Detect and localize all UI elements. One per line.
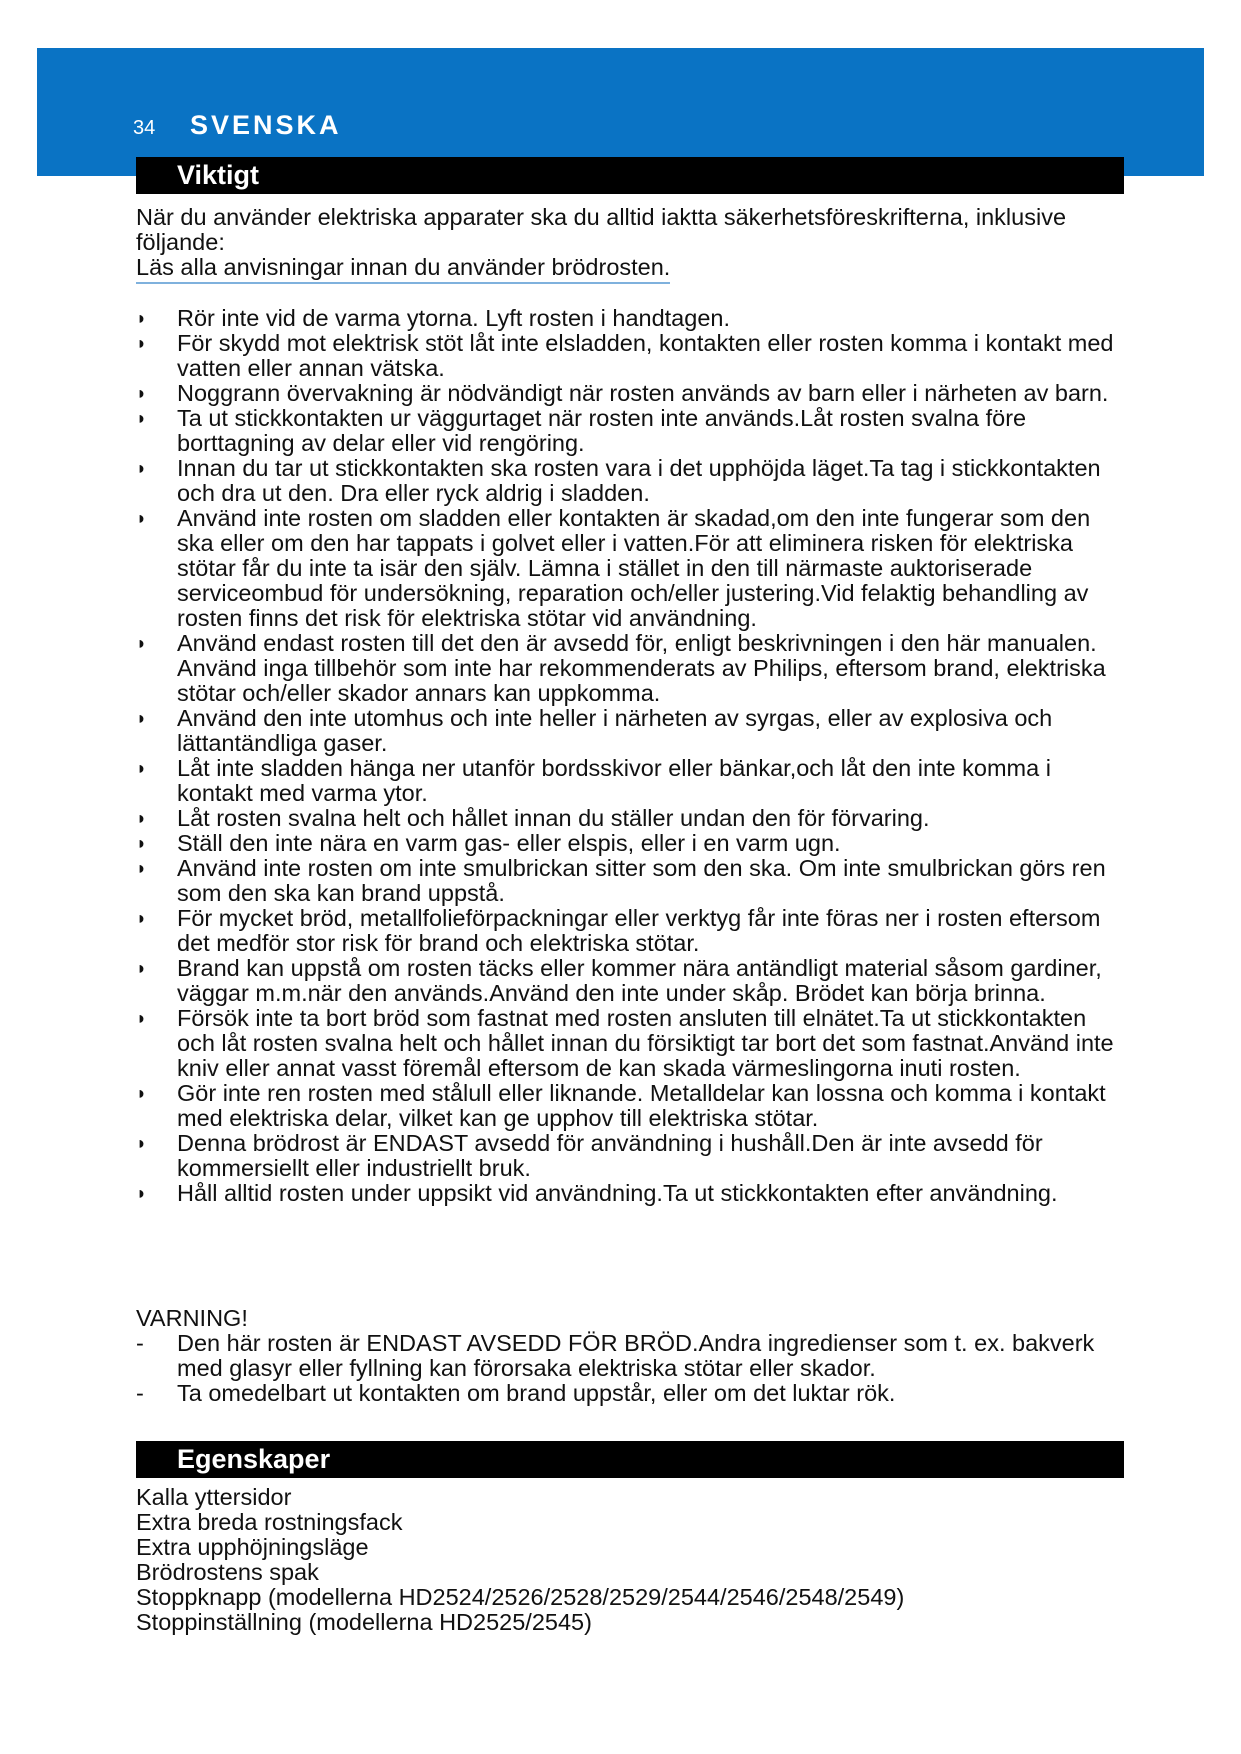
- page-number: 34: [133, 117, 156, 139]
- list-item: ◗ Använd inte rosten om sladden eller kontakten är skadad,om den inte fungerar som den ska eller om den har tappats i golvet eller i vatten.För att eliminera risken för elektriska stötar får du inte ta isär den själv. Lämna i stället in den till närmaste auktoriserade serviceombud för undersökning, reparation och/eller justering.Vid felaktig behandling av rosten finns det risk för elektriska stötar vid användning.: [136, 505, 1091, 631]
- section-title-features: Egenskaper: [136, 1441, 1124, 1478]
- bullet-arrow-icon: ◗: [136, 958, 147, 978]
- read-all-instructions: Läs alla anvisningar innan du använder brödrosten.: [136, 255, 670, 284]
- intro-text: När du använder elektriska apparater ska du alltid iaktta säkerhetsföreskrifterna, inklusive följande:: [136, 204, 1067, 255]
- warning-item: - Ta omedelbart ut kontakten om brand uppstår, eller om det luktar rök.: [136, 1380, 896, 1406]
- list-item: ◗ Denna brödrost är ENDAST avsedd för användning i hushåll.Den är inte avsedd för kommersiellt eller industriellt bruk.: [136, 1130, 1043, 1181]
- list-item: ◗ Låt rosten svalna helt och hållet innan du ställer undan den för förvaring.: [136, 805, 930, 831]
- bullet-arrow-icon: ◗: [136, 1008, 147, 1028]
- list-item: ◗ Håll alltid rosten under uppsikt vid användning.Ta ut stickkontakten efter användning.: [136, 1180, 1058, 1206]
- language-heading: SVENSKA: [190, 110, 342, 140]
- list-item: ◗ Noggrann övervakning är nödvändigt när rosten används av barn eller i närheten av barn.: [136, 380, 1109, 406]
- bullet-arrow-icon: ◗: [136, 408, 147, 428]
- bullet-arrow-icon: ◗: [136, 708, 147, 728]
- warning-title: VARNING!: [136, 1305, 248, 1331]
- bullet-arrow-icon: ◗: [136, 508, 147, 528]
- list-item: ◗ För mycket bröd, metallfolieförpackningar eller verktyg får inte föras ner i rosten eftersom det medför stor risk för brand och elektriska stötar.: [136, 905, 1101, 956]
- bullet-arrow-icon: ◗: [136, 1083, 147, 1103]
- list-item: ◗ Rör inte vid de varma ytorna. Lyft rosten i handtagen.: [136, 305, 730, 331]
- list-item: ◗ Ställ den inte nära en varm gas- eller elspis, eller i en varm ugn.: [136, 830, 841, 856]
- bullet-arrow-icon: ◗: [136, 1183, 147, 1203]
- list-item: ◗ Innan du tar ut stickkontakten ska rosten vara i det upphöjda läget.Ta tag i stickkontakten och dra ut den. Dra eller ryck aldrig i sladden.: [136, 455, 1101, 506]
- safety-bullet-list: [136, 306, 1126, 1206]
- bullet-arrow-icon: ◗: [136, 1133, 147, 1153]
- list-item: ◗ Gör inte ren rosten med stålull eller liknande. Metalldelar kan lossna och komma i kontakt med elektriska delar, vilket kan ge upphov till elektriska stötar.: [136, 1080, 1106, 1131]
- bullet-arrow-icon: ◗: [136, 808, 147, 828]
- list-item: Stoppinställning (modellerna HD2525/2545): [136, 1609, 592, 1635]
- list-item: ◗ Använd inte rosten om inte smulbrickan sitter som den ska. Om inte smulbrickan görs ren som den ska kan brand uppstå.: [136, 855, 1106, 906]
- list-item: ◗ Låt inte sladden hänga ner utanför bordsskivor eller bänkar,och låt den inte komma i kontakt med varma ytor.: [136, 755, 1051, 806]
- list-item: ◗ För skydd mot elektrisk stöt låt inte elsladden, kontakten eller rosten komma i kontakt med vatten eller annan vätska.: [136, 330, 1114, 381]
- list-item: Stoppknapp (modellerna HD2524/2526/2528/2529/2544/2546/2548/2549): [136, 1584, 905, 1610]
- warning-block: [136, 1306, 1126, 1406]
- list-item: Extra upphöjningsläge: [136, 1534, 369, 1560]
- section-title-important: Viktigt: [136, 157, 1124, 194]
- list-item: ◗ Brand kan uppstå om rosten täcks eller kommer nära antändligt material såsom gardiner, väggar m.m.när den används.Använd den inte under skåp. Brödet kan börja brinna.: [136, 955, 1102, 1006]
- bullet-arrow-icon: ◗: [136, 633, 147, 653]
- bullet-arrow-icon: ◗: [136, 833, 147, 853]
- bullet-arrow-icon: ◗: [136, 308, 147, 328]
- intro-block: [136, 205, 1096, 284]
- bullet-arrow-icon: ◗: [136, 858, 147, 878]
- bullet-arrow-icon: ◗: [136, 908, 147, 928]
- list-item: ◗ Ta ut stickkontakten ur väggurtaget när rosten inte används.Låt rosten svalna före borttagning av delar eller vid rengöring.: [136, 405, 1027, 456]
- list-item: Brödrostens spak: [136, 1559, 319, 1585]
- list-item: ◗ Använd endast rosten till det den är avsedd för, enligt beskrivningen i den här manualen. Använd inga tillbehör som inte har rekommenderats av Philips, eftersom brand, elektriska stötar och/eller skador annars kan uppkomma.: [136, 630, 1106, 706]
- bullet-arrow-icon: ◗: [136, 333, 147, 353]
- list-item: Extra breda rostningsfack: [136, 1509, 403, 1535]
- dash-marker: -: [136, 1380, 144, 1406]
- list-item: ◗ Försök inte ta bort bröd som fastnat med rosten ansluten till elnätet.Ta ut stickkontakten och låt rosten svalna helt och hållet innan du försiktigt tar bort det som fastnat.Använd inte kniv eller annat vasst föremål eftersom de kan skada värmeslingorna inuti rosten.: [136, 1005, 1114, 1081]
- list-item: ◗ Använd den inte utomhus och inte heller i närheten av syrgas, eller av explosiva och lättantändliga gaser.: [136, 705, 1053, 756]
- bullet-arrow-icon: ◗: [136, 758, 147, 778]
- list-item: Kalla yttersidor: [136, 1484, 292, 1510]
- dash-marker: -: [136, 1330, 144, 1356]
- features-list: [136, 1485, 904, 1635]
- bullet-arrow-icon: ◗: [136, 458, 147, 478]
- warning-item: - Den här rosten är ENDAST AVSEDD FÖR BRÖD.Andra ingredienser som t. ex. bakverk med glasyr eller fyllning kan förorsaka elektriska stötar eller skador.: [136, 1330, 1095, 1381]
- bullet-arrow-icon: ◗: [136, 383, 147, 403]
